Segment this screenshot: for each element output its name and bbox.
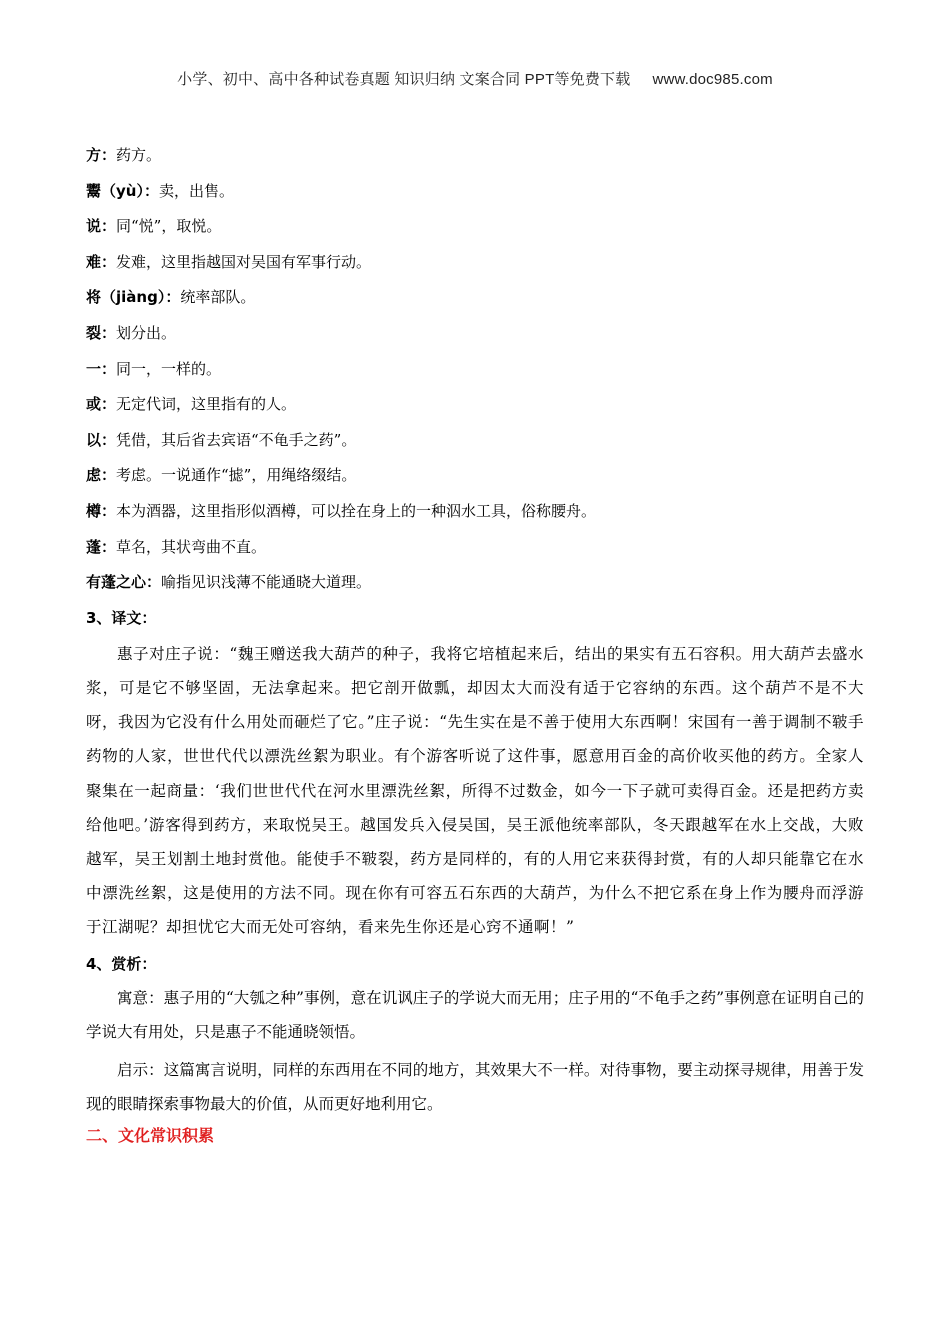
definition-item [86, 569, 864, 605]
definition-term: 将（jiàng）： [86, 288, 181, 307]
definition-term: 难： [86, 252, 117, 271]
definition-item [86, 178, 864, 214]
moral-paragraph: 寓意：惠子用的“大瓠之种”事例，意在讥讽庄子的学说大而无用；庄子用的“不龟手之药”事例意在证明自己的学说大有用处，只是惠子不能通晓领悟。 [86, 988, 864, 1041]
definition-item [86, 320, 864, 356]
translation-paragraph: 惠子对庄子说：“魏王赠送我大葫芦的种子，我将它培植起来后，结出的果实有五石容积。用大葫芦去盛水浆，可是它不够坚固，无法拿起来。把它剖开做瓢，却因太大而没有适于它容纳的东西。这个葫芦不是不大呀，我因为它没有什么用处而砸烂了它。”庄子说：“先生实在是不善于使用大东西啊！宋国有一善于调制不皲手药物的人家，世世代代以漂洗丝絮为职业。有个游客听说了这件事，愿意用百金的高价收买他的药方。全家人聚集在一起商量：‘我们世世代代在河水里漂洗丝絮，所得不过数金，如今一下子就可卖得百金。还是把药方卖给他吧。’游客得到药方，来取悦吴王。越国发兵入侵吴国，吴王派他统率部队，冬天跟越军在水上交战，大败越军，吴王划割土地封赏他。能使手不皲裂，药方是同样的，有的人用它来获得封赏，有的人却只能靠它在水中漂洗丝絮，这是使用的方法不同。现在你有可容五石东西的大葫芦，为什么不把它系在身上作为腰舟而浮游于江湖呢？却担忧它大而无处可容纳，看来先生你还是心窍不通啊！” [86, 644, 864, 937]
header-site-link[interactable]: www.doc985.com [652, 71, 773, 88]
definition-item [86, 427, 864, 463]
page-header [0, 68, 950, 89]
header-text: 小学、初中、高中各种试卷真题 知识归纳 文案合同 PPT等免费下载 [177, 71, 631, 88]
appreciation-heading: 4、赏析： [86, 954, 157, 973]
definition-text: 凭借，其后省去宾语“不龟手之药”。 [116, 430, 357, 449]
definition-text: 药方。 [116, 146, 162, 164]
translation-heading: 3、译文： [86, 608, 157, 627]
definition-term: 以： [86, 430, 117, 449]
definition-term: 蓬： [86, 537, 117, 556]
definition-item [86, 284, 864, 320]
definition-text: 统率部队。 [180, 288, 256, 307]
definition-item [86, 462, 864, 498]
definition-text: 无定代词，这里指有的人。 [116, 395, 297, 414]
definition-item [86, 249, 864, 285]
definition-item [86, 391, 864, 427]
definition-item [86, 498, 864, 534]
definition-item [86, 142, 864, 178]
culture-section-heading: 二、文化常识积累 [86, 1126, 215, 1146]
definition-item [86, 534, 864, 570]
definition-term: 一： [86, 359, 117, 378]
definition-text: 考虑。一说通作“摅”，用绳络缀结。 [116, 466, 357, 485]
definition-item [86, 356, 864, 392]
definition-term: 樽： [86, 501, 117, 520]
definition-text: 本为酒器，这里指形似酒樽，可以拴在身上的一种泅水工具，俗称腰舟。 [116, 501, 597, 520]
definition-text: 同“悦”，取悦。 [116, 217, 222, 236]
definition-term: 方： [86, 146, 117, 164]
definition-text: 喻指见识浅薄不能通晓大道理。 [161, 573, 372, 592]
definition-term: 虑： [86, 466, 117, 485]
document-body [86, 142, 864, 1149]
definition-term: 鬻（yù）： [86, 181, 159, 200]
definition-list [86, 142, 864, 605]
definition-term: 或： [86, 395, 117, 414]
definition-text: 卖，出售。 [158, 181, 234, 200]
definition-term: 裂： [86, 323, 117, 342]
definition-text: 草名，其状弯曲不直。 [116, 537, 267, 556]
definition-text: 划分出。 [116, 323, 177, 342]
definition-term: 有蓬之心： [86, 573, 162, 592]
insight-paragraph: 启示：这篇寓言说明，同样的东西用在不同的地方，其效果大不一样。对待事物，要主动探寻规律，用善于发现的眼睛探索事物最大的价值，从而更好地利用它。 [86, 1060, 864, 1114]
definition-item [86, 213, 864, 249]
definition-text: 发难，这里指越国对吴国有军事行动。 [116, 252, 372, 271]
definition-text: 同一，一样的。 [116, 359, 222, 378]
definition-term: 说： [86, 217, 117, 236]
